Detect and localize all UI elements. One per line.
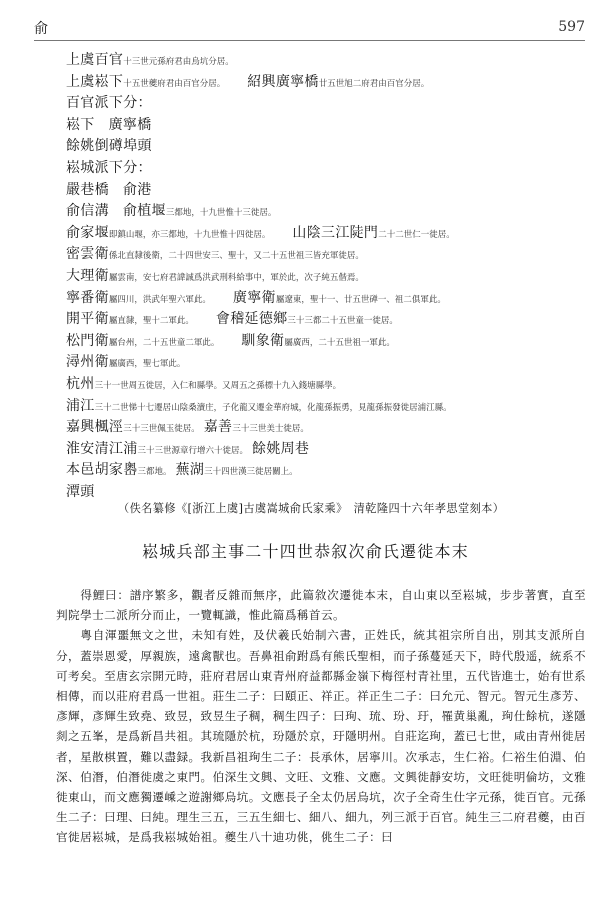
- place-note: 屬四川，洪武年聖六軍此。: [108, 294, 211, 305]
- place-name: 密雲衛: [66, 246, 109, 263]
- residence-list: [66, 48, 586, 501]
- place-note: 三十三世美士徙居。: [232, 424, 309, 435]
- place-name: 上虞百官: [66, 52, 124, 68]
- residence-entry: [66, 307, 586, 329]
- place-note: 三十一世周五徙居，入仁和縣學。又周五之孫標十九入錢塘縣學。: [94, 380, 342, 391]
- source-note: （佚名纂修《[浙江上虞]古虞嵩城俞氏家乘》 清乾隆四十六年孝思堂刻本）: [118, 502, 505, 515]
- place-name: 松門衛: [66, 332, 109, 349]
- place-name: 開平衛: [66, 311, 109, 328]
- residence-entry: [66, 350, 586, 372]
- place-note: 三十三世佩玉徙居。: [123, 424, 200, 435]
- residence-entry: [66, 48, 586, 70]
- residence-entry: [66, 458, 586, 480]
- residence-entry: [66, 221, 586, 243]
- paragraph-main: 粵自渾噩無文之世，未知有姓，及伏羲氏始制六書，正姓氏，統其祖宗所自出，別其支派所自分，蓋崇恩愛，厚親族，遠禽獸也。吾鼻祖俞跗爲有熊氏聖相，而子孫蔓延天下，時代殷遥，統系不可考矣。至唐玄宗開元時，莊府君居山東青州府益都縣金嶺下梅徑村青社里，五代皆進士，始有世系相傳，而以莊府君爲一世祖。莊生二子：曰頤正、祥正。祥正生二子：曰允元、智元。智元生彥芳、彥輝，彥輝生致堯、致昱，致昱生子稠，稠生四子：曰珣、琉、玢、玗，罹黄巢亂，珣仕餘杭，遂隱剡之五峯，是爲新昌共祖。其琉隱於杭，玢隱於京，玗隱明州。自莊迄珣，蓋已七世，咸由青州徙居者，星散棋置，難以盡録。我新昌祖珣生二子：長承休，居寧川。次承志，生仁裕。仁裕生伯淵、伯深、伯潛，伯潛徙虞之東門。伯深生文興、文旺、文雅、文應。文興徙靜安坊，文旺徙明倫坊，文雅徙東山，而文應獨遷嵊之遊謝鄉烏坑。文應長子全太仍居烏坑，次子全奇生仕字元孫，徙百官。元孫生二子：曰理、曰純。理生三五，三五生細七、細八、細九，列三派于百官。純生三二府君夔，由百官徙居崧城，是爲我崧城始祖。夔生八十迪功佻，佻生二子：曰: [56, 628, 586, 845]
- residence-entry: [66, 199, 586, 221]
- place-name: 嘉善: [203, 419, 233, 436]
- place-name: 俞港: [122, 181, 152, 198]
- residence-entry: [66, 437, 586, 459]
- place-name: 杭州: [66, 375, 95, 392]
- place-name: 浦江: [66, 397, 95, 414]
- place-name: 嘉興楓涇: [66, 419, 124, 436]
- residence-entry: [66, 480, 586, 502]
- place-note: 三十三世源章行增六十徙居。: [137, 445, 249, 456]
- place-name: 山陰三江陡門: [292, 224, 379, 241]
- place-name: 俞植堰: [122, 203, 166, 220]
- page-header: [34, 16, 585, 41]
- place-note: 廿五世旭二府君由百官分居。: [318, 78, 430, 89]
- place-name: 紹興廣寧橋: [247, 73, 319, 90]
- section-title: 崧城兵部主事二十四世恭叙次俞氏遷徙本末: [142, 542, 469, 561]
- residence-entry: [66, 156, 586, 178]
- place-note: 屬廣西，二十五世祖一軍此。: [284, 337, 395, 348]
- body-text: [56, 585, 586, 848]
- residence-entry: [66, 178, 586, 200]
- place-name: 嚴巷橋: [66, 181, 109, 198]
- place-name: 崧城派下分：: [66, 159, 152, 176]
- place-name: 百官派下分：: [66, 95, 152, 112]
- place-note: 三都地，十九世惟十三徙居。: [165, 208, 277, 219]
- place-note: 係北直隸後衛，二十四世安三、聖十，又二十五世祖三皆充軍徙居。: [108, 251, 364, 262]
- residence-entry: [66, 372, 586, 394]
- place-name: 寧番衛: [66, 289, 109, 306]
- place-note: 屬台州，二十五世童二軍此。: [108, 337, 220, 348]
- place-note: 三十三都二十五世童一徙居。: [287, 316, 398, 327]
- place-note: 三十二世悌十七遷居山陰桑瀆庄，子化龍又遷金華府城，化龍孫振勇，見龍孫振發徙居浦江縣。: [94, 402, 452, 413]
- place-name: 潭頭: [66, 483, 95, 500]
- place-name: 大理衛: [66, 267, 109, 284]
- paragraph-preface: 得鯉曰：譜序繁多，觀者反雜而無序，此篇敘次遷徙本末，自山東以至崧城，步步著實，直至判院學士二派所分而止，一覽輒識，惟此篇爲稱首云。: [56, 588, 586, 623]
- place-name: 俞家堰: [66, 224, 109, 241]
- place-note: 三十四世漢三徙居關上。: [204, 467, 298, 478]
- residence-entry: [66, 329, 586, 351]
- place-name: 餘姚周巷: [252, 440, 310, 457]
- place-note: 屬遼東，聖十一、廿五世䃅一、祖二俱軍此。: [275, 294, 446, 305]
- place-name: 廣寧橋: [108, 116, 152, 133]
- place-note: 屬廣西，聖七軍此。: [108, 359, 186, 370]
- residence-entry: [66, 264, 586, 286]
- place-name: 蕪湖: [175, 462, 205, 479]
- residence-entry: [66, 134, 586, 156]
- place-name: 崧下: [66, 116, 95, 133]
- page-number: 597: [558, 19, 585, 35]
- place-name: 餘姚倒𥖁埠頭: [66, 138, 152, 155]
- place-name: 上虞崧下: [66, 73, 124, 90]
- place-note: 二十二世仁一徙居。: [378, 229, 455, 240]
- place-name: 廣寧衛: [232, 289, 276, 306]
- residence-entry: [66, 286, 586, 308]
- place-note: 屬直隸，聖十二軍此。: [108, 316, 194, 327]
- place-name: 馴象衛: [241, 332, 285, 349]
- place-name: 俞信溝: [66, 203, 109, 220]
- residence-entry: [66, 113, 586, 135]
- residence-entry: [66, 242, 586, 264]
- place-name: 本邑胡家嶴: [66, 462, 138, 479]
- residence-entry: [66, 91, 586, 113]
- residence-entry: [66, 70, 586, 92]
- place-name: 潯州衛: [66, 354, 109, 371]
- place-name: 會稽延德鄉: [215, 311, 288, 328]
- place-note: 十五世夔府君由百官分居。: [123, 78, 226, 89]
- place-note: 屬雲南，安七府君諱誠爲洪武刑科給事中，軍於此，次子純五偕焉。: [108, 272, 364, 283]
- place-note: 三都地。: [137, 467, 172, 478]
- residence-entry: [66, 415, 586, 437]
- place-note: 十三世元孫府君由烏坑分居。: [123, 57, 234, 67]
- residence-entry: [66, 394, 586, 416]
- place-note: 即鎮山堰，亦三都地，十九世惟十四徙居。: [108, 229, 271, 240]
- running-head: 俞: [34, 21, 48, 37]
- place-name: 淮安清江浦: [66, 440, 138, 457]
